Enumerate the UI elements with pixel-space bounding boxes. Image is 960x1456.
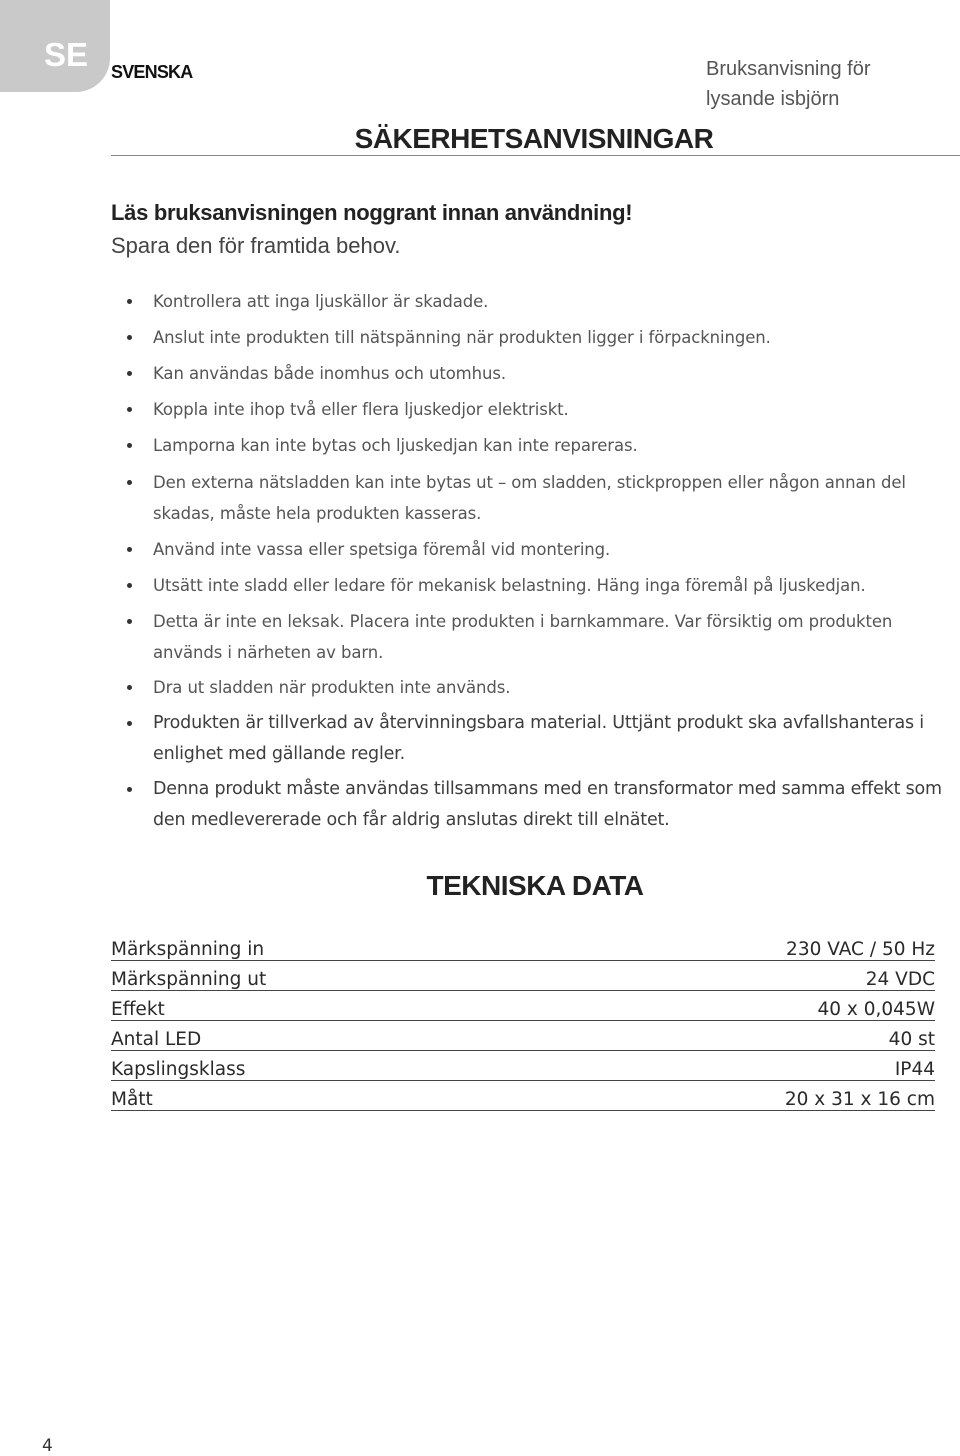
table-row [111, 1081, 935, 1111]
safety-item: Produkten är tillverkad av återvinningsbara material. Uttjänt produkt ska avfallshanteras i enlighet med gällande regler. [153, 708, 958, 770]
table-row [111, 1051, 935, 1081]
safety-item: Kan användas både inomhus och utomhus. [153, 358, 958, 389]
spec-value: 20 x 31 x 16 cm [530, 1081, 935, 1111]
spec-label: Effekt [111, 991, 530, 1021]
safety-item: Koppla inte ihop två eller flera ljuskedjor elektriskt. [153, 394, 958, 425]
safety-item: Denna produkt måste användas tillsammans med en transformator med samma effekt som den medlevererade och får aldrig anslutas direkt till elnätet. [153, 774, 958, 836]
safety-item: Använd inte vassa eller spetsiga föremål vid montering. [153, 534, 958, 565]
intro-instruction: Läs bruksanvisningen noggrant innan användning! [111, 200, 633, 225]
safety-item: Den externa nätsladden kan inte bytas ut – om sladden, stickproppen eller någon annan del skadas, måste hela produkten kasseras. [153, 467, 958, 529]
safety-item: Anslut inte produkten till nätspänning när produkten ligger i förpackningen. [153, 322, 958, 353]
tech-data-table [111, 931, 935, 1111]
language-code: SE [44, 36, 89, 73]
tech-section-title [0, 870, 960, 902]
spec-value: 40 st [530, 1021, 935, 1051]
safety-item: Utsätt inte sladd eller ledare för mekanisk belastning. Häng inga föremål på ljuskedjan. [153, 570, 958, 601]
intro-note: Spara den för framtida behov. [111, 233, 401, 258]
document-subtitle-line: lysande isbjörn [706, 88, 840, 110]
spec-label: Antal LED [111, 1021, 530, 1051]
safety-item: Dra ut sladden när produkten inte används. [153, 672, 958, 703]
safety-item: Lamporna kan inte bytas och ljuskedjan kan inte repareras. [153, 430, 958, 461]
language-name: SVENSKA [111, 62, 193, 82]
spec-value: 24 VDC [530, 961, 935, 991]
spec-label: Kapslingsklass [111, 1051, 530, 1081]
spec-label: Märkspänning in [111, 931, 530, 961]
table-row [111, 931, 935, 961]
safety-title-text: SÄKERHETSANVISNINGAR [354, 123, 714, 154]
table-row [111, 991, 935, 1021]
safety-item: Kontrollera att inga ljuskällor är skadade. [153, 286, 958, 317]
table-row [111, 961, 935, 991]
spec-label: Märkspänning ut [111, 961, 530, 991]
tech-title-text: TEKNISKA DATA [426, 870, 644, 901]
document-subtitle-line: Bruksanvisning för [706, 58, 871, 80]
spec-value: 230 VAC / 50 Hz [530, 931, 935, 961]
spec-value: IP44 [530, 1051, 935, 1081]
table-row [111, 1021, 935, 1051]
safety-item: Detta är inte en leksak. Placera inte produkten i barnkammare. Var försiktig om produkten används i närheten av barn. [153, 606, 958, 668]
spec-value: 40 x 0,045W [530, 991, 935, 1021]
spec-label: Mått [111, 1081, 530, 1111]
page-number: 4 [42, 1436, 53, 1456]
